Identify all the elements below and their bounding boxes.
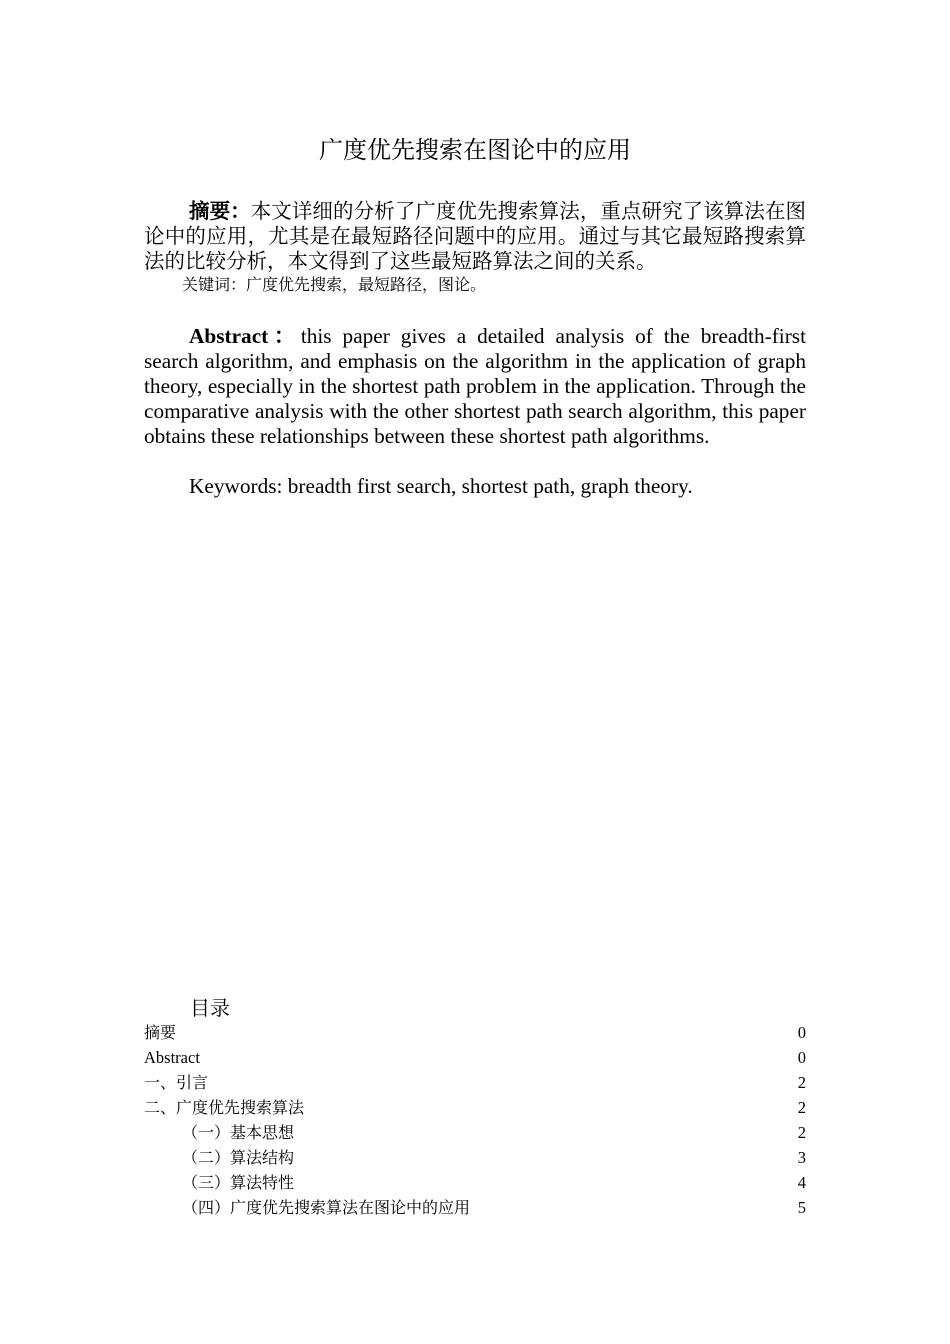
toc-entry-label: 二、广度优先搜索算法 [144, 1098, 305, 1117]
chinese-keywords: 关键词：广度优先搜索，最短路径，图论。 [182, 275, 487, 294]
toc-entry-label: （四）广度优先搜索算法在图论中的应用 [182, 1198, 471, 1217]
toc-heading: 目录 [190, 996, 230, 1020]
paper-title: 广度优先搜索在图论中的应用 [319, 136, 631, 164]
toc-entry[interactable] [144, 1020, 806, 1045]
toc-entry-page: 2 [797, 1123, 806, 1142]
toc-entry-page: 2 [797, 1098, 806, 1117]
toc-entry-label: 一、引言 [144, 1073, 209, 1092]
toc-entry[interactable] [144, 1145, 806, 1170]
english-abstract [144, 324, 806, 449]
toc-entry-label: Abstract [144, 1048, 200, 1067]
english-abstract-label: Abstract： [189, 324, 301, 348]
chinese-abstract [144, 199, 806, 274]
toc-entry-page: 0 [797, 1023, 806, 1042]
english-abstract-text: this paper gives a detailed analysis of the breadth-first search algorithm, and emphasis on the algorithm in the application of graph theory, especially in the shortest path problem in the application. Through the comparative analysis with the other shortest path search algorithm, this paper obtains these relationships between these shortest path algorithms. [144, 324, 807, 448]
toc-entry-page: 4 [797, 1173, 806, 1192]
toc-entry[interactable] [144, 1170, 806, 1195]
toc-entry[interactable] [144, 1120, 806, 1145]
toc-entry-label: （二）算法结构 [182, 1148, 295, 1167]
toc-entry[interactable] [144, 1070, 806, 1095]
toc-entry-label: （三）算法特性 [182, 1173, 295, 1192]
toc-entry-label: 摘要 [144, 1023, 177, 1042]
toc-entry[interactable] [144, 1045, 806, 1070]
table-of-contents [144, 1020, 806, 1220]
toc-entry-page: 0 [797, 1048, 806, 1067]
english-keywords: Keywords: breadth first search, shortest path, graph theory. [189, 474, 693, 498]
toc-entry[interactable] [144, 1095, 806, 1120]
toc-entry-page: 5 [797, 1198, 806, 1217]
toc-entry-page: 2 [797, 1073, 806, 1092]
chinese-abstract-label: 摘要： [189, 199, 251, 223]
toc-entry[interactable] [144, 1195, 806, 1220]
chinese-abstract-text: 本文详细的分析了广度优先搜索算法，重点研究了该算法在图论中的应用，尤其是在最短路径问题中的应用。通过与其它最短路搜索算法的比较分析，本文得到了这些最短路算法之间的关系。 [144, 199, 807, 273]
toc-entry-page: 3 [797, 1148, 806, 1167]
toc-entry-label: （一）基本思想 [182, 1123, 295, 1142]
